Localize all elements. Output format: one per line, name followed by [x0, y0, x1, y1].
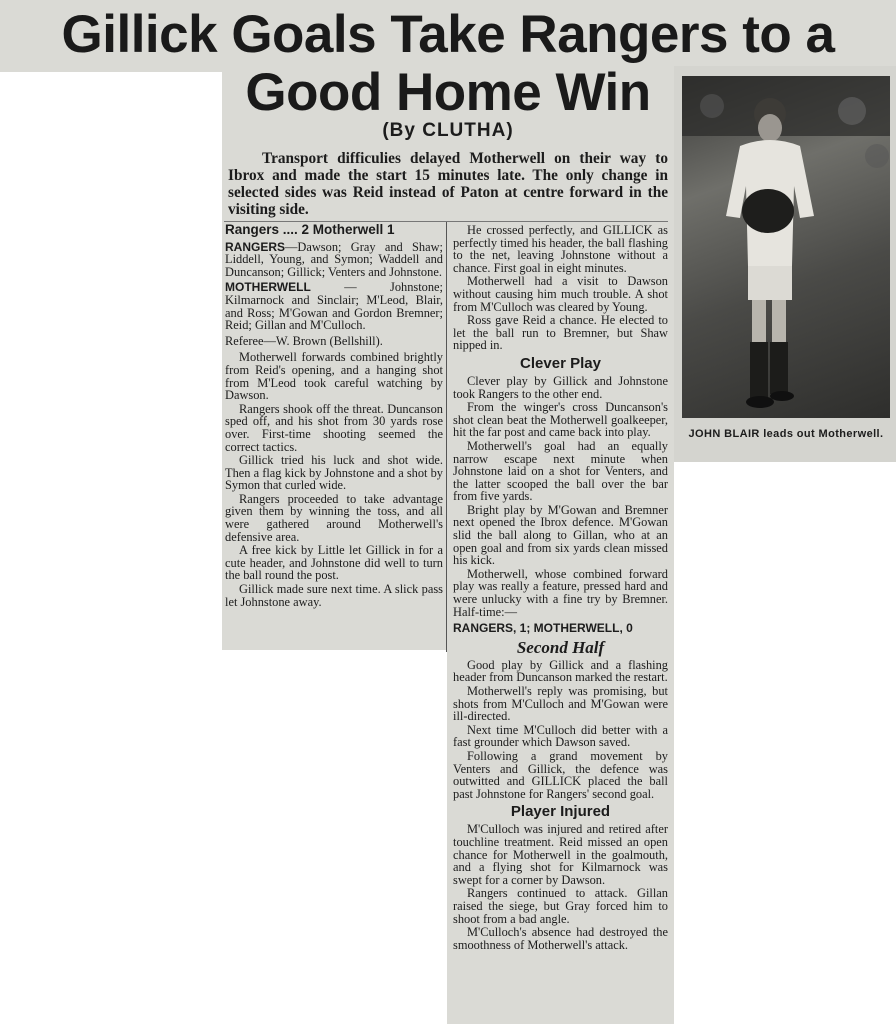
column-divider: [446, 222, 447, 652]
body-paragraph: He crossed perfectly, and GILLICK as perfectly timed his header, the ball flashing to the net, leaving Johnstone without a chance. First goal in eight minutes.: [453, 223, 668, 275]
motherwell-label: MOTHERWELL: [225, 280, 311, 295]
body-paragraph: M'Culloch's absence had destroyed the smoothness of Motherwell's attack.: [453, 925, 668, 952]
headline-line-1: Gillick Goals Take Rangers to a: [61, 5, 835, 64]
halftime-score: RANGERS, 1; MOTHERWELL, 0: [453, 621, 633, 636]
body-paragraph: Gillick made sure next time. A slick pass let Johnstone away.: [225, 582, 443, 609]
player-figure-icon: [682, 76, 890, 418]
score-line: Rangers .... 2 Motherwell 1: [225, 222, 395, 237]
rangers-label: RANGERS: [225, 239, 286, 254]
motherwell-team: — Johnstone; Kilmarnock and Sinclair; M'Leod, Blair, and Ross; M'Gowan and Gordon Bremner; Reid; Gillan and M'Culloch.: [225, 280, 443, 333]
body-paragraph: Bright play by M'Gowan and Bremner next opened the Ibrox defence. M'Gowan slid the ball along to Gillan, who at an open goal and from six yards clean missed his kick.: [453, 502, 668, 568]
article-column-1: [225, 224, 443, 609]
body-paragraph: Motherwell, whose combined forward play was really a feature, pressed hard and were unlucky with a fine try by Bremner. Half-time:—: [453, 566, 668, 619]
headline-line-2: Good Home Win: [245, 63, 651, 122]
subhead-player-injured: Player Injured: [510, 803, 611, 821]
body-paragraph: Ross gave Reid a chance. He elected to let the ball run to Bremner, but Shaw nipped in.: [453, 313, 668, 353]
body-paragraph: Good play by Gillick and a flashing header from Duncanson marked the restart.: [453, 657, 668, 685]
referee-line: Referee—W. Brown (Bellshill).: [225, 333, 383, 348]
article-column-2: [453, 224, 668, 952]
body-paragraph: Motherwell forwards combined brightly from Reid's opening, and a hanging shot from M'Leod took careful watching by Dawson.: [225, 350, 443, 403]
body-paragraph: Motherwell's reply was promising, but shots from M'Culloch and M'Gowan were ill-directed.: [453, 684, 668, 724]
motherwell-lineup: [225, 281, 443, 331]
body-paragraph: A free kick by Little let Gillick in for a cute header, and Johnstone did well to turn the ball round the post.: [225, 543, 443, 583]
rangers-lineup: [225, 241, 443, 279]
body-paragraph: Next time M'Culloch did better with a fast grounder which Dawson saved.: [453, 722, 668, 750]
body-paragraph: From the winger's cross Duncanson's shot clean beat the Motherwell goalkeeper, hit the far post and came back into play.: [453, 400, 668, 440]
byline: (By CLUTHA): [382, 120, 514, 141]
body-paragraph: Motherwell's goal had an equally narrow escape next minute when Johnstone laid on a shot for Venters, and the latter scooped the ball over the bar from five yards.: [453, 438, 668, 504]
body-paragraph: Gillick tried his luck and shot wide. Then a flag kick by Johnstone and a shot by Symon that curled wide.: [225, 453, 443, 493]
body-paragraph: Motherwell had a visit to Dawson without causing him much trouble. A shot from M'Culloch was cleared by Young.: [453, 274, 668, 314]
player-photo: [682, 76, 890, 418]
intro-paragraph: Transport difficulies delayed Motherwell on their way to Ibrox and made the start 15 minutes late. The only change in selected sides was Reid instead of Paton at centre forward in the visiting side.: [228, 150, 668, 218]
subhead-clever-play: Clever Play: [520, 354, 601, 372]
photo-caption: JOHN BLAIR leads out Motherwell.: [688, 428, 884, 440]
body-paragraph: Following a grand movement by Venters and Gillick, the defence was outwitted and GILLICK placed the ball past Johnstone for Rangers' second goal.: [453, 748, 668, 801]
body-paragraph: M'Culloch was injured and retired after touchline treatment. Reid missed an open chance for Motherwell in the goalmouth, and a flying shot for Kilmarnock was swept for a corner by Dawson.: [453, 822, 668, 887]
body-paragraph: Rangers shook off the threat. Duncanson sped off, and his shot from 30 yards rose over. First-time shooting seemed the correct tactics.: [225, 401, 443, 454]
subhead-second-half: Second Half: [516, 637, 605, 657]
body-paragraph: Rangers proceeded to take advantage given them by winning the toss, and all were gathered around Motherwell's defensive area.: [225, 491, 443, 544]
rangers-team: —Dawson; Gray and Shaw; Liddell, Young, and Symon; Waddell and Duncanson; Gillick; Venters and Johnstone.: [225, 239, 443, 279]
body-paragraph: Clever play by Gillick and Johnstone took Rangers to the other end.: [453, 373, 668, 401]
body-paragraph: Rangers continued to attack. Gillan raised the siege, but Gray forced him to shoot from a bad angle.: [453, 886, 668, 926]
